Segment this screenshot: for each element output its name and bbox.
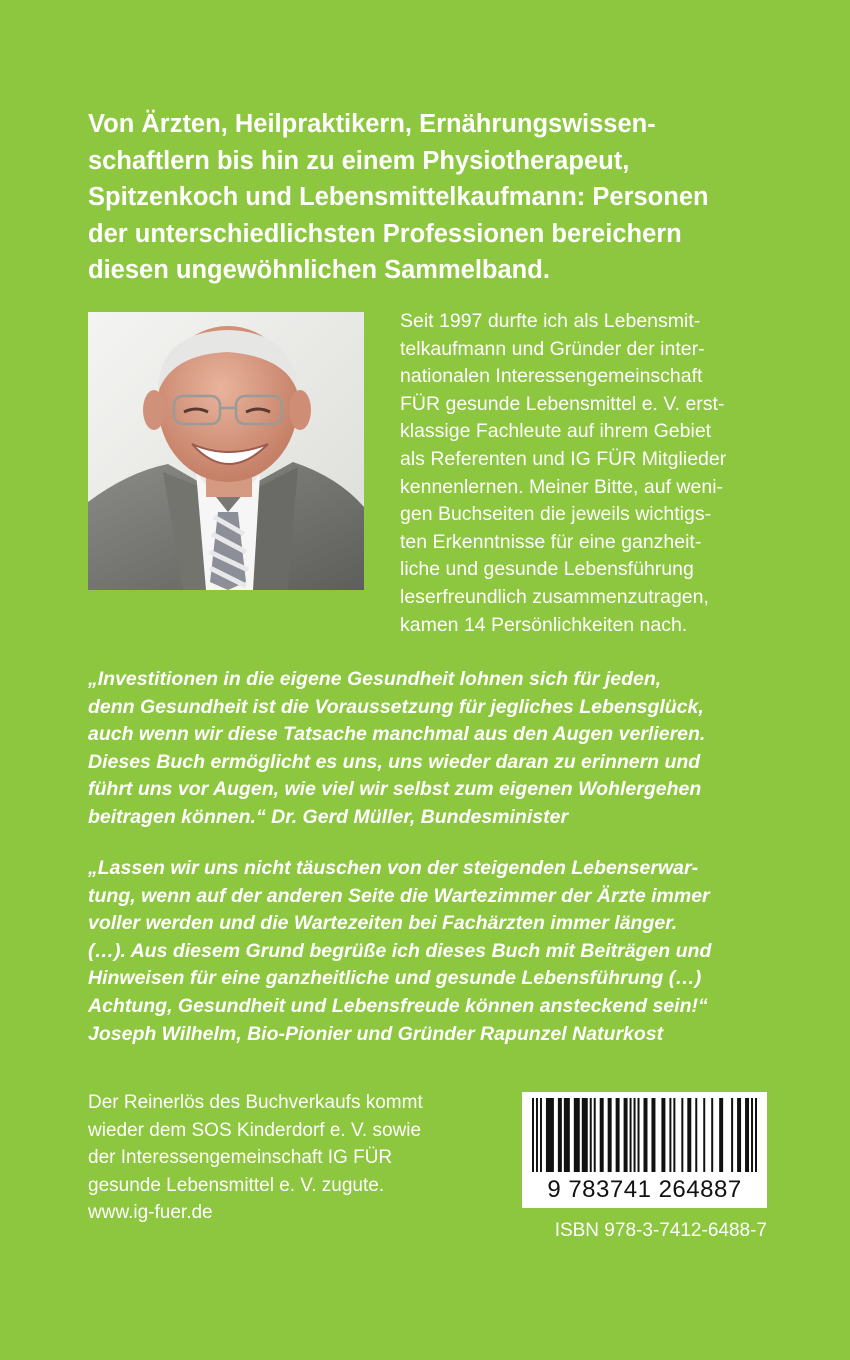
quote-line: Achtung, Gesundheit und Lebensfreude können ansteckend sein!“ (88, 994, 708, 1017)
barcode-bar (661, 1098, 665, 1172)
barcode-bar (594, 1098, 596, 1172)
barcode-bar (731, 1098, 733, 1172)
intro-line: schaftlern bis hin zu einem Physiotherapeut, (88, 146, 630, 175)
quote-mueller (88, 666, 768, 832)
bio-line: als Referenten und IG FÜR Mitglieder (400, 447, 727, 470)
intro-line: Spitzenkoch und Lebensmittelkaufmann: Personen (88, 183, 709, 211)
bio-line: kamen 14 Persönlichkeiten nach. (400, 613, 688, 636)
bio-line: ten Erkenntnisse für eine ganzheit- (400, 530, 702, 553)
donation-line: der Interessengemeinschaft IG FÜR (88, 1147, 393, 1169)
quote-last-line (88, 804, 768, 832)
bio-paragraph (400, 308, 770, 639)
barcode-bar (638, 1098, 640, 1172)
isbn-barcode (522, 1092, 767, 1208)
barcode-bar (630, 1098, 632, 1172)
barcode-bar (737, 1098, 741, 1172)
barcode-bar (574, 1098, 580, 1172)
donation-line: wieder dem SOS Kinderdorf e. V. sowie (88, 1119, 422, 1141)
barcode-bar (669, 1098, 671, 1172)
barcode-bar (634, 1098, 636, 1172)
author-portrait (88, 312, 364, 590)
bio-line: liche und gesunde Lebensführung (400, 558, 694, 581)
quote-line: (…). Aus diesem Grund begrüße ich dieses Buch mit Beiträgen und (88, 939, 712, 962)
bio-line: Seit 1997 durfte ich als Lebensmit- (400, 310, 701, 332)
barcode-bar (532, 1098, 534, 1172)
barcode-bar (651, 1098, 655, 1172)
website-url: www.ig-fuer.de (88, 1202, 213, 1224)
barcode-bar (681, 1098, 683, 1172)
quote-line: voller werden und die Wartezeiten bei Fachärzten immer länger. (88, 912, 678, 935)
barcode-bar (536, 1098, 538, 1172)
quote-line: „Lassen wir uns nicht täuschen von der steigenden Lebenserwar- (88, 857, 699, 879)
quote-line: auch wenn wir diese Tatsache manchmal aus den Augen verlieren. (88, 723, 706, 746)
barcode-bar (558, 1098, 562, 1172)
donation-line: gesunde Lebensmittel e. V. zugute. (88, 1174, 385, 1196)
donation-note (88, 1089, 508, 1227)
barcode-bar (564, 1098, 570, 1172)
quote-text: beitragen können.“ (88, 805, 266, 828)
quote-line: „Investitionen in die eigene Gesundheit lohnen sich für jeden, (88, 668, 662, 690)
bio-line: leserfreundlich zusammenzutragen, (400, 585, 709, 608)
bio-line: kennenlernen. Meiner Bitte, auf weni- (400, 475, 724, 498)
bio-line: FÜR gesunde Lebensmittel e. V. erst- (400, 392, 725, 415)
barcode-bar (745, 1098, 749, 1172)
quote-line: denn Gesundheit ist die Voraussetzung für jegliches Lebensglück, (88, 695, 704, 718)
barcode-bar (673, 1098, 675, 1172)
barcode-bar (703, 1098, 705, 1172)
barcode-digits: 9 783741 264887 (547, 1176, 742, 1203)
barcode-bar (616, 1098, 620, 1172)
quote-line: tung, wenn auf der anderen Seite die Wartezimmer der Ärzte immer (88, 884, 710, 907)
barcode-bar (719, 1098, 723, 1172)
quote-attribution: Dr. Gerd Müller, Bundesminister (271, 805, 569, 828)
quote-attribution: Joseph Wilhelm, Bio-Pionier und Gründer Rapunzel Naturkost (88, 1022, 664, 1045)
barcode-bar (695, 1098, 697, 1172)
bio-line: klassige Fachleute auf ihrem Gebiet (400, 420, 712, 443)
barcode-bar (540, 1098, 542, 1172)
intro-line: Von Ärzten, Heilpraktikern, Ernährungswissen- (88, 110, 656, 138)
bio-line: telkaufmann und Gründer der inter- (400, 337, 705, 360)
barcode-bar (711, 1098, 713, 1172)
quote-line: führt uns vor Augen, wie viel wir selbst zum eigenen Wohlergehen (88, 778, 702, 801)
intro-paragraph (88, 106, 768, 289)
barcode-bar (687, 1098, 691, 1172)
barcode-bar (755, 1098, 757, 1172)
barcode-bar (590, 1098, 592, 1172)
barcode-bar (608, 1098, 612, 1172)
quote-line: Hinweisen für eine ganzheitliche und gesunde Lebensführung (…) (88, 967, 702, 990)
barcode-bar (751, 1098, 753, 1172)
bio-line: gen Buchseiten die jeweils wichtigs- (400, 503, 712, 526)
intro-line: der unterschiedlichsten Professionen bereichern (88, 219, 682, 248)
barcode-bar (582, 1098, 588, 1172)
bio-line: nationalen Interessengemeinschaft (400, 365, 703, 388)
barcode-bar (624, 1098, 628, 1172)
quote-line: Dieses Buch ermöglicht es uns, uns wieder daran zu erinnern und (88, 750, 701, 773)
barcode-bar (546, 1098, 554, 1172)
quote-wilhelm (88, 855, 768, 1048)
barcode-bar (600, 1098, 604, 1172)
isbn-number: ISBN 978-3-7412-6488-7 (554, 1220, 767, 1241)
intro-line: diesen ungewöhnlichen Sammelband. (88, 256, 550, 284)
barcode-bar (644, 1098, 648, 1172)
donation-line: Der Reinerlös des Buchverkaufs kommt (88, 1092, 423, 1113)
